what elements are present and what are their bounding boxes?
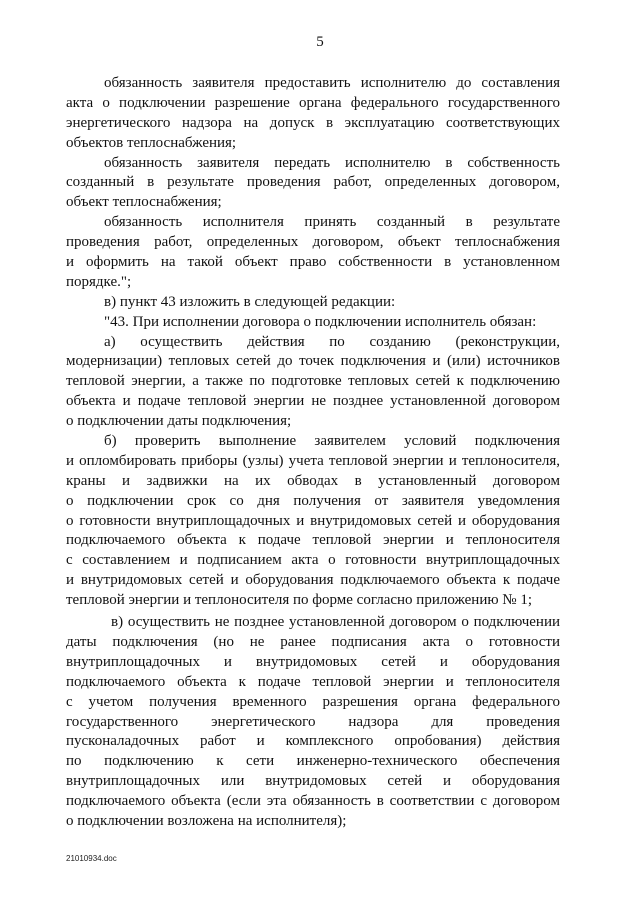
text-line: проведения работ, определенных договором, объект теплоснабжения bbox=[66, 234, 560, 251]
text-line: обязанность исполнителя принять созданный в результате bbox=[104, 214, 560, 231]
text-line: пусконаладочных работ и комплексного опробования) действия bbox=[66, 733, 560, 750]
text-line: "43. При исполнении договора о подключении исполнитель обязан: bbox=[104, 313, 537, 330]
text-line: о готовности внутриплощадочных и внутридомовых сетей и оборудования bbox=[66, 512, 560, 529]
text-line: подключаемого объекта к подаче тепловой энергии и теплоносителя bbox=[66, 673, 560, 690]
text-line: а) осуществить действия по созданию (реконструкции, bbox=[104, 333, 560, 350]
text-line: объектов теплоснабжения; bbox=[66, 134, 237, 151]
text-line: объект теплоснабжения; bbox=[66, 194, 222, 211]
page-number: 5 bbox=[316, 34, 324, 50]
text-line: внутриплощадочных и внутридомовых сетей и оборудования bbox=[66, 653, 560, 670]
text-line: государственного энергетического надзора для проведения bbox=[66, 713, 560, 730]
text-line: акта о подключении разрешение органа федерального государственного bbox=[66, 94, 560, 111]
text-line: с учетом получения временного разрешения органа федерального bbox=[66, 693, 560, 710]
text-line: и опломбировать приборы (узлы) учета тепловой энергии и теплоносителя, bbox=[66, 452, 560, 469]
text-line: о подключении возложена на исполнителя); bbox=[66, 812, 347, 829]
text-line: тепловой энергии и теплоносителя по форме согласно приложению № 1; bbox=[66, 592, 533, 609]
file-name-footer: 21010934.doc bbox=[66, 854, 117, 863]
text-line: энергетического надзора на допуск в эксплуатацию соответствующих bbox=[66, 114, 560, 131]
text-line: подключаемого объекта к подаче тепловой энергии и теплоносителя bbox=[66, 532, 560, 549]
text-line: б) проверить выполнение заявителем условий подключения bbox=[104, 433, 560, 450]
text-line: даты подключения (но не ранее подписания акта о готовности bbox=[66, 633, 560, 650]
text-line: тепловой энергии, а также по подготовке тепловых сетей к подключению bbox=[66, 373, 560, 390]
text-line: подключаемого объекта (если эта обязанность в соответствии с договором bbox=[66, 793, 560, 810]
text-line: краны и задвижки на их обводах в установленный договором bbox=[66, 472, 560, 489]
text-line: в) пункт 43 изложить в следующей редакции: bbox=[104, 293, 396, 310]
text-line: обязанность заявителя передать исполнителю в собственность bbox=[104, 154, 560, 171]
text-line: в) осуществить не позднее установленной договором о подключении bbox=[111, 614, 560, 631]
text-line: созданный в результате проведения работ, определенных договором, bbox=[66, 174, 560, 191]
text-line: по подключению к сети инженерно-технического обеспечения bbox=[66, 753, 560, 770]
text-line: внутриплощадочных или внутридомовых сетей и оборудования bbox=[66, 773, 560, 790]
document-body bbox=[66, 74, 560, 832]
text-line: о подключении даты подключения; bbox=[66, 413, 292, 430]
text-line: обязанность заявителя предоставить исполнителю до составления bbox=[104, 75, 560, 91]
text-line: о подключении срок со дня получения от заявителя уведомления bbox=[66, 492, 560, 509]
text-line: с составлением и подписанием акта о готовности внутриплощадочных bbox=[66, 552, 560, 569]
text-line: объекта и подаче тепловой энергии не позднее установленной договором bbox=[66, 393, 560, 410]
text-line: и оформить на такой объект право собственности в установленном bbox=[66, 254, 560, 271]
text-line: и внутридомовых сетей и оборудования подключаемого объекта к подаче bbox=[66, 572, 560, 589]
text-line: порядке."; bbox=[66, 273, 132, 290]
text-line: модернизации) тепловых сетей до точек подключения и (или) источников bbox=[66, 353, 560, 370]
